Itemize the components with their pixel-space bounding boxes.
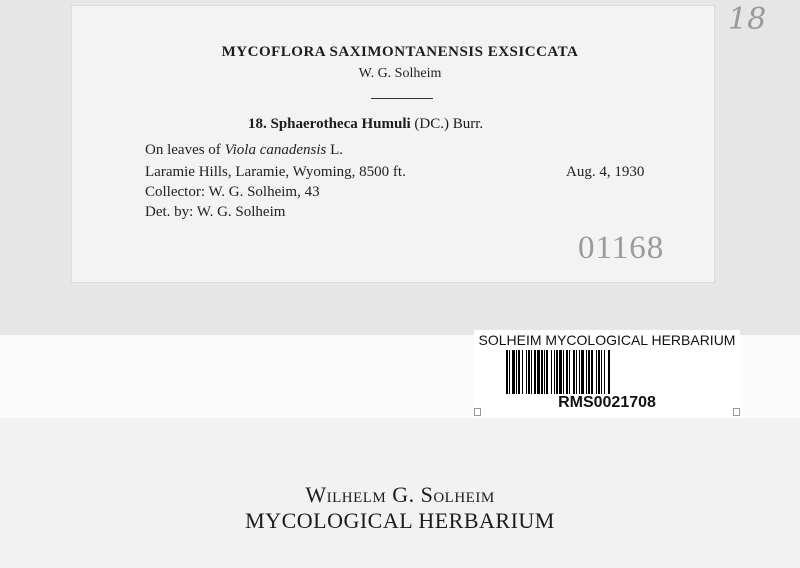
species-authority: (DC.) Burr. — [414, 116, 484, 132]
species-line — [248, 116, 483, 133]
collection-date: Aug. 4, 1930 — [566, 164, 645, 180]
host-line — [145, 142, 343, 159]
determiner-line: Det. by: W. G. Solheim — [145, 204, 286, 220]
host-prefix: On leaves of — [145, 142, 221, 158]
species-name: Sphaerotheca Humuli — [270, 116, 411, 132]
barcode-title: SOLHEIM MYCOLOGICAL HERBARIUM — [478, 332, 736, 348]
series-author: W. G. Solheim — [358, 66, 442, 81]
barcode-label — [474, 330, 740, 418]
collector-line: Collector: W. G. Solheim, 43 — [145, 184, 320, 200]
handwritten-number: 18 — [728, 2, 767, 37]
herbarium-subtitle: MYCOLOGICAL HERBARIUM — [245, 508, 555, 533]
divider-rule — [371, 98, 433, 99]
corner-mark-right — [733, 408, 740, 416]
locality-line: Laramie Hills, Laramie, Wyoming, 8500 ft. — [145, 164, 406, 180]
barcode-image — [506, 350, 712, 394]
series-title: MYCOFLORA SAXIMONTANENSIS EXSICCATA — [221, 44, 579, 60]
host-authority: L. — [330, 142, 344, 158]
species-number: 18. — [248, 116, 267, 132]
corner-mark-left — [474, 408, 481, 416]
herbarium-name: Wilhelm G. Solheim — [305, 482, 495, 507]
stamp-number: 01168 — [578, 230, 665, 266]
barcode-id: RMS0021708 — [558, 394, 656, 411]
host-name: Viola canadensis — [224, 142, 327, 158]
